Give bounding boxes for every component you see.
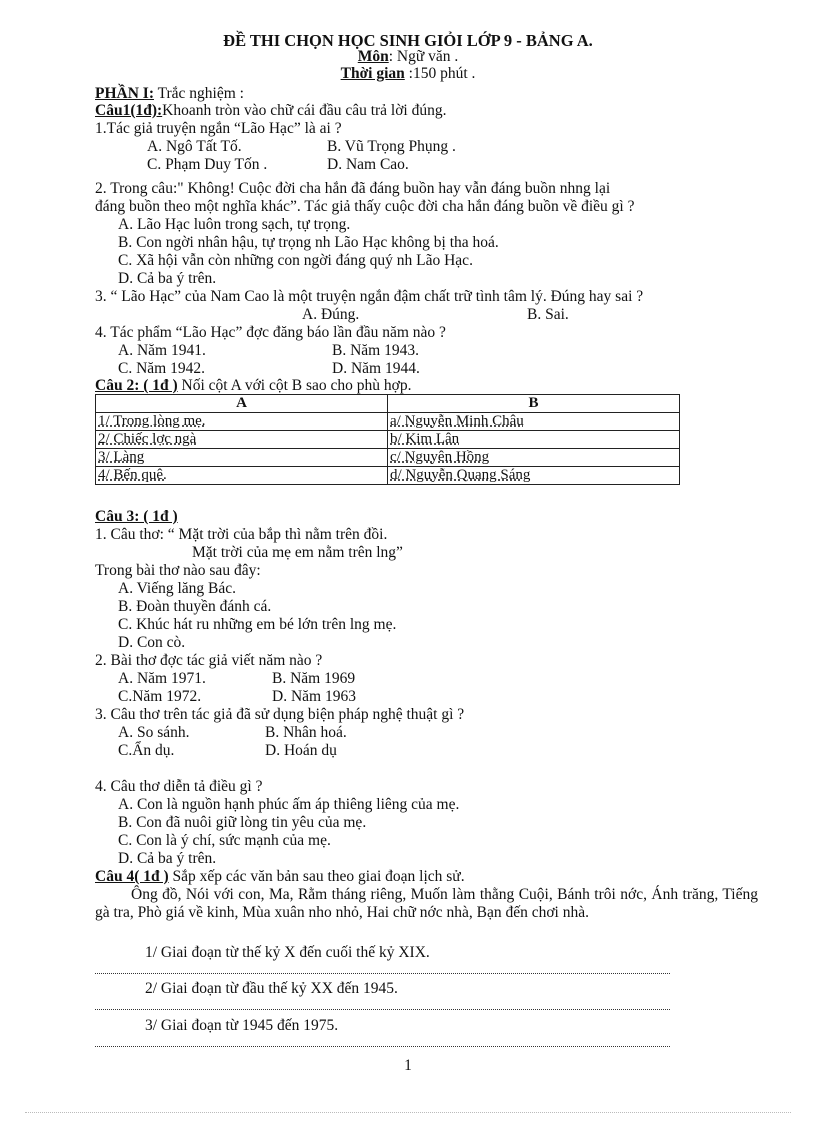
q3-s1-line1: 1. Câu thơ: “ Mặt trời của bắp thì nằm trên đồi. bbox=[95, 526, 388, 543]
q1-s1a: A. Ngô Tất Tố. bbox=[147, 138, 242, 155]
q3-s2d: D. Năm 1963 bbox=[272, 688, 356, 705]
q1-s1: 1.Tác giả truyện ngắn “Lão Hạc” là ai ? bbox=[95, 120, 342, 137]
answer-line[interactable] bbox=[95, 972, 670, 974]
part1-text: Trắc nghiệm : bbox=[153, 85, 244, 102]
q2-label: Câu 2: ( 1đ ) bbox=[95, 377, 178, 394]
q3-heading bbox=[95, 508, 758, 525]
q3-s1d: D. Con cò. bbox=[118, 634, 186, 651]
q3-s3: 3. Câu thơ trên tác giả đã sử dụng biện pháp nghệ thuật gì ? bbox=[95, 706, 465, 723]
q1-s4: 4. Tác phẩm “Lão Hạc” đợc đăng báo lần đầu năm nào ? bbox=[95, 324, 446, 341]
q1-s3a: A. Đúng. bbox=[302, 306, 360, 323]
matching-table bbox=[95, 394, 680, 485]
q1-s4c: C. Năm 1942. bbox=[118, 360, 205, 377]
q1-s1c: C. Phạm Duy Tốn . bbox=[147, 156, 268, 173]
q1-s2b: B. Con ngời nhân hậu, tự trọng nh Lão Hạc không bị tha hoá. bbox=[118, 234, 499, 251]
q1-s3b: B. Sai. bbox=[527, 306, 569, 323]
column-a-cell: 4/ Bến quê. bbox=[98, 467, 167, 483]
q3-s2b: B. Năm 1969 bbox=[272, 670, 356, 687]
part1-heading bbox=[95, 85, 758, 102]
column-b-cell: a/ Nguyễn Minh Châu bbox=[390, 413, 524, 429]
q1-s1b: B. Vũ Trọng Phụng . bbox=[327, 138, 456, 155]
matching-table-header bbox=[96, 395, 680, 413]
q3-s3d: D. Hoán dụ bbox=[265, 742, 337, 759]
q4-text-list: Ông đồ, Nói với con, Ma, Rằm tháng riêng, Muốn làm thằng Cuội, Bánh trôi nớc, Ánh trăng, Tiếng gà tra, Phò giá về kinh, Mùa xuân nho nhỏ, Hai chữ nớc nhà, Bạn đến chơi nhà. bbox=[95, 886, 758, 921]
q3-s1-line2: Mặt trời của mẹ em nằm trên lng” bbox=[192, 544, 403, 561]
time-line bbox=[0, 65, 816, 82]
q4-period1: 1/ Giai đoạn từ thế kỷ X đến cuối thế kỷ XIX. bbox=[145, 944, 430, 961]
subject-label: Môn bbox=[357, 48, 389, 65]
q1-s2-line1: 2. Trong câu:" Không! Cuộc đời cha hắn đã đáng buồn hay vẫn đáng buồn nhng lại bbox=[95, 180, 611, 197]
q3-s3b: B. Nhân hoá. bbox=[265, 724, 347, 741]
q1-text: Khoanh tròn vào chữ cái đầu câu trả lời đúng. bbox=[162, 102, 447, 119]
q3-s2a: A. Năm 1971. bbox=[118, 670, 206, 687]
q1-s2d: D. Cả ba ý trên. bbox=[118, 270, 217, 287]
q3-s4c: C. Con là ý chí, sức mạnh của mẹ. bbox=[118, 832, 331, 849]
q3-s1-line3: Trong bài thơ nào sau đây: bbox=[95, 562, 261, 579]
q1-s2a: A. Lão Hạc luôn trong sạch, tự trọng. bbox=[118, 216, 351, 233]
q3-s4d: D. Cả ba ý trên. bbox=[118, 850, 217, 867]
q3-s1a: A. Viếng lăng Bác. bbox=[118, 580, 237, 597]
column-b-header: B bbox=[388, 395, 680, 413]
q1-label: Câu1(1đ): bbox=[95, 102, 163, 119]
q1-s4d: D. Năm 1944. bbox=[332, 360, 420, 377]
column-a-cell: 1/ Trong lòng mẹ. bbox=[98, 413, 206, 429]
q3-s4: 4. Câu thơ diễn tả điều gì ? bbox=[95, 778, 263, 795]
q1-s1d: D. Nam Cao. bbox=[327, 156, 409, 173]
answer-line[interactable] bbox=[95, 1008, 670, 1010]
column-a-header: A bbox=[96, 395, 388, 413]
q4-period3: 3/ Giai đoạn từ 1945 đến 1975. bbox=[145, 1017, 339, 1034]
q3-s2c: C.Năm 1972. bbox=[118, 688, 202, 705]
table-row bbox=[96, 449, 680, 467]
q1-s4b: B. Năm 1943. bbox=[332, 342, 419, 359]
q3-s1c: C. Khúc hát ru những em bé lớn trên lng mẹ. bbox=[118, 616, 397, 633]
q1-s3: 3. “ Lão Hạc” của Nam Cao là một truyện ngắn đậm chất trữ tình tâm lý. Đúng hay sai ? bbox=[95, 288, 644, 305]
table-row bbox=[96, 413, 680, 431]
q4-text: Sắp xếp các văn bản sau theo giai đoạn lịch sử. bbox=[168, 868, 465, 885]
page-bottom-divider bbox=[25, 1112, 791, 1113]
q2-heading bbox=[95, 377, 758, 394]
column-b-cell: c/ Nguyên Hồng bbox=[390, 449, 490, 465]
time-label: Thời gian bbox=[340, 65, 405, 82]
column-b-cell: d/ Nguyễn Quang Sáng bbox=[390, 467, 531, 483]
q1-heading bbox=[95, 102, 758, 119]
q4-heading bbox=[95, 868, 758, 885]
column-b-cell: b/ Kim Lân bbox=[390, 431, 460, 447]
subject-line bbox=[0, 48, 816, 65]
table-row bbox=[96, 467, 680, 485]
q3-s2: 2. Bài thơ đợc tác giả viết năm nào ? bbox=[95, 652, 323, 669]
q4-label: Câu 4( 1đ ) bbox=[95, 868, 169, 885]
exam-title: ĐỀ THI CHỌN HỌC SINH GIỎI LỚP 9 - BẢNG A. bbox=[223, 31, 593, 50]
q3-s4b: B. Con đã nuôi giữ lòng tin yêu của mẹ. bbox=[118, 814, 367, 831]
q3-s3a: A. So sánh. bbox=[118, 724, 190, 741]
q4-period2: 2/ Giai đoạn từ đầu thế kỷ XX đến 1945. bbox=[145, 980, 398, 997]
column-a-cell: 2/ Chiếc lợc ngà bbox=[98, 431, 197, 447]
page-number: 1 bbox=[404, 1057, 412, 1074]
q2-text: Nối cột A với cột B sao cho phù hợp. bbox=[177, 377, 412, 394]
subject-value: : Ngữ văn . bbox=[388, 48, 459, 65]
time-value: :150 phút . bbox=[404, 65, 476, 82]
q1-s2c: C. Xã hội vẫn còn những con ngời đáng quý nh Lão Hạc. bbox=[118, 252, 473, 269]
table-row bbox=[96, 431, 680, 449]
q1-s2-line2: đáng buồn theo một nghĩa khác”. Tác giả thấy cuộc đời cha hắn đáng buồn về điều gì ? bbox=[95, 198, 635, 215]
answer-line[interactable] bbox=[95, 1045, 670, 1047]
q1-s4a: A. Năm 1941. bbox=[118, 342, 206, 359]
q3-s3c: C.Ẩn dụ. bbox=[118, 742, 175, 759]
q3-s4a: A. Con là nguồn hạnh phúc ấm áp thiêng liêng của mẹ. bbox=[118, 796, 460, 813]
q3-s1b: B. Đoàn thuyền đánh cá. bbox=[118, 598, 272, 615]
part1-label: PHẦN I: bbox=[95, 85, 154, 102]
q3-label: Câu 3: ( 1đ ) bbox=[95, 508, 178, 525]
column-a-cell: 3/ Làng bbox=[98, 449, 145, 465]
